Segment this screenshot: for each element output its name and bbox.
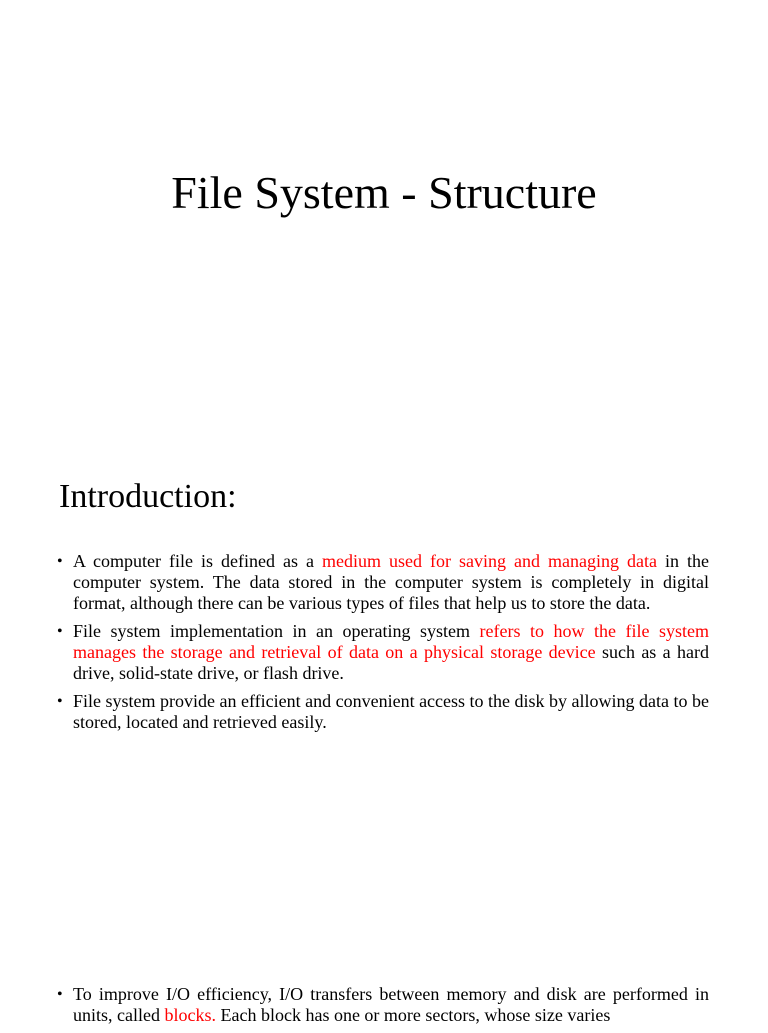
bullet-item-1 <box>57 551 709 614</box>
slide-title: File System - Structure <box>171 167 597 218</box>
introduction-slide <box>0 460 768 1024</box>
bullet-text: File system provide an efficient and convenient access to the disk by allowing data to be stored, located and retrieved easily. <box>73 691 709 732</box>
bullet-text: A computer file is defined as a <box>73 551 322 571</box>
bullet-highlight: refers to how the file system manages the storage and retrieval of data on a physical storage device <box>73 621 709 662</box>
bullet-highlight: medium used for saving and managing data <box>322 551 657 571</box>
bullet-text-continued: Each block has one or more sectors, whose size varies <box>215 1005 611 1025</box>
bullet-highlight: blocks. <box>164 1005 216 1025</box>
bullet-item-2 <box>57 621 709 684</box>
bullet-text: To improve I/O efficiency, I/O transfers between memory and disk are performed in units, called <box>73 984 709 1025</box>
bullet-marker: • <box>57 553 63 570</box>
bullet-text: File system implementation in an operating system <box>73 621 480 641</box>
bullet-list <box>57 551 709 740</box>
bullet-text-continued: in the computer system. The data stored in the computer system is completely in digital format, although there can be various types of files that help us to store the data. <box>73 551 709 613</box>
bullet-marker: • <box>57 986 63 1003</box>
bullet-marker: • <box>57 693 63 710</box>
section-heading: Introduction: <box>59 478 237 515</box>
bullet-marker: • <box>57 623 63 640</box>
bullet-list-continued <box>57 984 709 1033</box>
bullet-item-3 <box>57 691 709 733</box>
bullet-text-continued: such as a hard drive, solid-state drive, or flash drive. <box>73 642 709 683</box>
bullet-item-4 <box>57 984 709 1026</box>
title-slide <box>0 0 768 460</box>
